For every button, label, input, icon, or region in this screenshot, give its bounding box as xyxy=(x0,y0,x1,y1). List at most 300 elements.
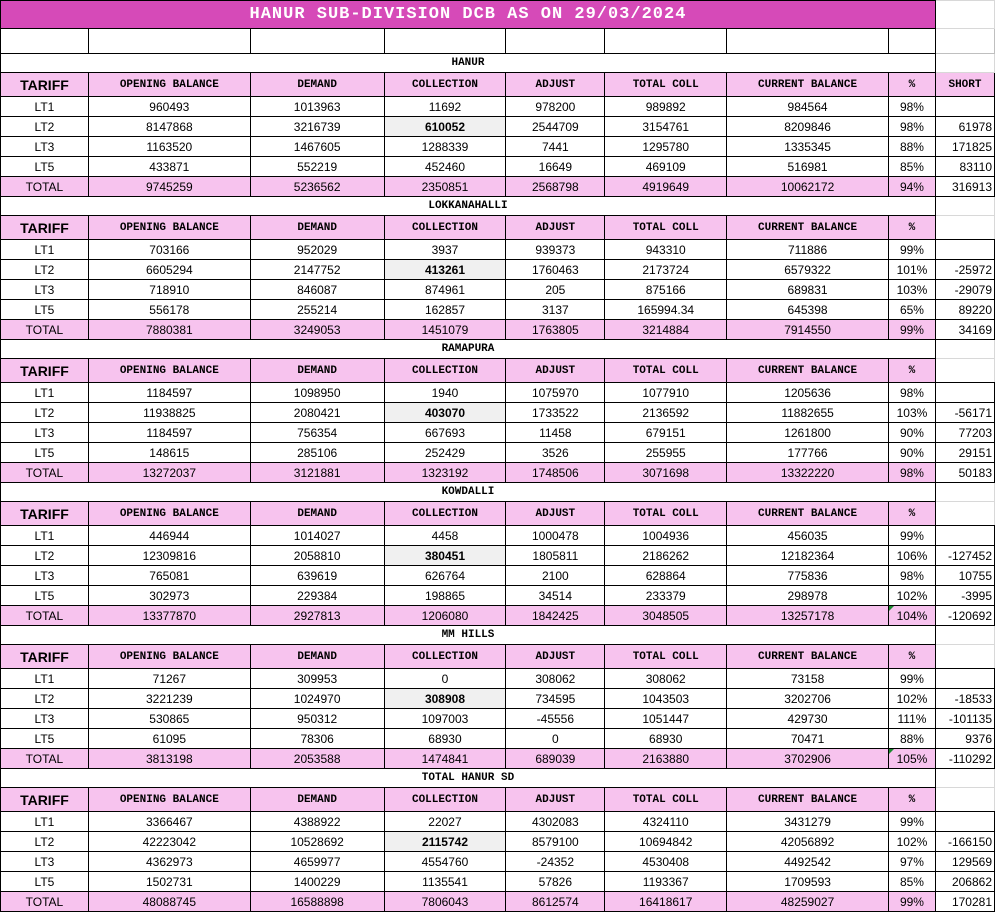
total-row xyxy=(1,320,995,340)
demand-cell: 1013963 xyxy=(250,97,384,117)
collection-cell: 7806043 xyxy=(384,892,506,912)
empty-cell xyxy=(250,29,384,54)
percent-cell: 90% xyxy=(888,443,935,463)
demand-header: DEMAND xyxy=(250,645,384,669)
tariff-cell: TOTAL xyxy=(1,749,89,769)
current-balance-cell: 3202706 xyxy=(727,689,889,709)
collection-cell: 1451079 xyxy=(384,320,506,340)
adjust-cell: 3137 xyxy=(506,300,605,320)
adjust-cell: 11458 xyxy=(506,423,605,443)
total-coll-cell: 255955 xyxy=(605,443,727,463)
percent-cell: 98% xyxy=(888,463,935,483)
percent-cell: 99% xyxy=(888,320,935,340)
table-row xyxy=(1,852,995,872)
collection-cell: 1097003 xyxy=(384,709,506,729)
total-coll-header: TOTAL COLL xyxy=(605,359,727,383)
tariff-cell: LT2 xyxy=(1,832,89,852)
current-balance-cell: 429730 xyxy=(727,709,889,729)
empty-cell xyxy=(384,29,506,54)
percent-cell: 103% xyxy=(888,280,935,300)
short-cell: 61978 xyxy=(935,117,994,137)
tariff-cell: TOTAL xyxy=(1,320,89,340)
empty-cell xyxy=(935,1,994,29)
percent-cell: 98% xyxy=(888,97,935,117)
demand-cell: 846087 xyxy=(250,280,384,300)
opening-balance-cell: 8147868 xyxy=(88,117,250,137)
percent-cell: 111% xyxy=(888,709,935,729)
percent-header: % xyxy=(888,645,935,669)
opening-balance-cell: 13377870 xyxy=(88,606,250,626)
opening-balance-cell: 3813198 xyxy=(88,749,250,769)
adjust-header: ADJUST xyxy=(506,359,605,383)
total-row xyxy=(1,177,995,197)
tariff-cell: TOTAL xyxy=(1,606,89,626)
adjust-cell: 689039 xyxy=(506,749,605,769)
current-balance-cell: 48259027 xyxy=(727,892,889,912)
total-coll-cell: 4324110 xyxy=(605,812,727,832)
collection-cell: 874961 xyxy=(384,280,506,300)
short-header xyxy=(935,359,994,383)
table-row xyxy=(1,586,995,606)
short-cell: 9376 xyxy=(935,729,994,749)
short-cell: 50183 xyxy=(935,463,994,483)
demand-header: DEMAND xyxy=(250,73,384,97)
current-balance-header: CURRENT BALANCE xyxy=(727,216,889,240)
percent-cell: 99% xyxy=(888,669,935,689)
short-cell: 89220 xyxy=(935,300,994,320)
percent-header: % xyxy=(888,359,935,383)
total-coll-cell: 3214884 xyxy=(605,320,727,340)
tariff-cell: LT5 xyxy=(1,872,89,892)
tariff-cell: LT3 xyxy=(1,137,89,157)
tariff-cell: LT2 xyxy=(1,403,89,423)
empty-cell xyxy=(888,29,935,54)
current-balance-header: CURRENT BALANCE xyxy=(727,359,889,383)
current-balance-cell: 711886 xyxy=(727,240,889,260)
empty-cell xyxy=(935,340,994,359)
collection-cell: 667693 xyxy=(384,423,506,443)
tariff-cell: LT1 xyxy=(1,812,89,832)
opening-balance-cell: 1502731 xyxy=(88,872,250,892)
collection-header: COLLECTION xyxy=(384,216,506,240)
opening-balance-cell: 1184597 xyxy=(88,383,250,403)
demand-header: DEMAND xyxy=(250,788,384,812)
table-row xyxy=(1,137,995,157)
tariff-cell: LT2 xyxy=(1,689,89,709)
empty-cell xyxy=(935,54,994,73)
short-cell: -166150 xyxy=(935,832,994,852)
table-row xyxy=(1,280,995,300)
adjust-cell: 1805811 xyxy=(506,546,605,566)
demand-header: DEMAND xyxy=(250,502,384,526)
table-row xyxy=(1,260,995,280)
demand-cell: 2053588 xyxy=(250,749,384,769)
tariff-cell: LT3 xyxy=(1,280,89,300)
total-row xyxy=(1,606,995,626)
demand-cell: 255214 xyxy=(250,300,384,320)
short-cell xyxy=(935,240,994,260)
opening-balance-cell: 9745259 xyxy=(88,177,250,197)
total-coll-header: TOTAL COLL xyxy=(605,216,727,240)
adjust-header: ADJUST xyxy=(506,788,605,812)
total-coll-cell: 308062 xyxy=(605,669,727,689)
short-cell: -18533 xyxy=(935,689,994,709)
percent-cell: 97% xyxy=(888,852,935,872)
current-balance-cell: 775836 xyxy=(727,566,889,586)
total-coll-cell: 1077910 xyxy=(605,383,727,403)
opening-balance-cell: 1163520 xyxy=(88,137,250,157)
opening-balance-cell: 1184597 xyxy=(88,423,250,443)
empty-cell xyxy=(1,29,89,54)
table-row xyxy=(1,403,995,423)
adjust-header: ADJUST xyxy=(506,645,605,669)
adjust-cell: 1763805 xyxy=(506,320,605,340)
current-balance-cell: 1205636 xyxy=(727,383,889,403)
opening-balance-cell: 13272037 xyxy=(88,463,250,483)
current-balance-cell: 1335345 xyxy=(727,137,889,157)
opening-balance-cell: 148615 xyxy=(88,443,250,463)
demand-cell: 3121881 xyxy=(250,463,384,483)
collection-cell: 4554760 xyxy=(384,852,506,872)
collection-cell: 252429 xyxy=(384,443,506,463)
collection-cell: 1940 xyxy=(384,383,506,403)
current-balance-cell: 3431279 xyxy=(727,812,889,832)
percent-cell: 94% xyxy=(888,177,935,197)
adjust-cell: 2544709 xyxy=(506,117,605,137)
opening-balance-header: OPENING BALANCE xyxy=(88,73,250,97)
short-header xyxy=(935,645,994,669)
tariff-cell: LT5 xyxy=(1,300,89,320)
opening-balance-cell: 556178 xyxy=(88,300,250,320)
demand-cell: 229384 xyxy=(250,586,384,606)
tariff-cell: LT5 xyxy=(1,157,89,177)
demand-cell: 16588898 xyxy=(250,892,384,912)
tariff-cell: LT2 xyxy=(1,260,89,280)
percent-header: % xyxy=(888,216,935,240)
empty-cell xyxy=(935,197,994,216)
table-row xyxy=(1,832,995,852)
current-balance-header: CURRENT BALANCE xyxy=(727,645,889,669)
percent-cell: 99% xyxy=(888,240,935,260)
total-coll-cell: 3071698 xyxy=(605,463,727,483)
tariff-cell: LT2 xyxy=(1,117,89,137)
percent-cell: 103% xyxy=(888,403,935,423)
table-row xyxy=(1,117,995,137)
short-cell: -56171 xyxy=(935,403,994,423)
percent-cell: 85% xyxy=(888,157,935,177)
empty-cell xyxy=(727,29,889,54)
collection-header: COLLECTION xyxy=(384,359,506,383)
opening-balance-header: OPENING BALANCE xyxy=(88,359,250,383)
adjust-cell: 34514 xyxy=(506,586,605,606)
opening-balance-cell: 42223042 xyxy=(88,832,250,852)
current-balance-cell: 10062172 xyxy=(727,177,889,197)
tariff-cell: LT1 xyxy=(1,526,89,546)
total-coll-cell: 1051447 xyxy=(605,709,727,729)
adjust-cell: -24352 xyxy=(506,852,605,872)
collection-cell: 403070 xyxy=(384,403,506,423)
current-balance-cell: 984564 xyxy=(727,97,889,117)
collection-cell: 4458 xyxy=(384,526,506,546)
percent-cell: 88% xyxy=(888,729,935,749)
opening-balance-cell: 703166 xyxy=(88,240,250,260)
demand-header: DEMAND xyxy=(250,359,384,383)
total-row xyxy=(1,463,995,483)
empty-cell xyxy=(935,483,994,502)
percent-cell: 98% xyxy=(888,566,935,586)
total-coll-cell: 10694842 xyxy=(605,832,727,852)
current-balance-cell: 13322220 xyxy=(727,463,889,483)
table-row xyxy=(1,566,995,586)
percent-cell: 85% xyxy=(888,872,935,892)
percent-cell: 106% xyxy=(888,546,935,566)
table-row xyxy=(1,669,995,689)
opening-balance-cell: 48088745 xyxy=(88,892,250,912)
short-cell: 29151 xyxy=(935,443,994,463)
table-row xyxy=(1,729,995,749)
percent-cell: 98% xyxy=(888,117,935,137)
short-cell: 170281 xyxy=(935,892,994,912)
adjust-header: ADJUST xyxy=(506,73,605,97)
empty-cell xyxy=(605,29,727,54)
percent-cell: 105% xyxy=(888,749,935,769)
total-coll-cell: 4530408 xyxy=(605,852,727,872)
adjust-cell: 3526 xyxy=(506,443,605,463)
total-coll-cell: 4919649 xyxy=(605,177,727,197)
table-row xyxy=(1,300,995,320)
section-title: TOTAL HANUR SD xyxy=(1,769,936,788)
short-cell: -101135 xyxy=(935,709,994,729)
collection-cell: 1135541 xyxy=(384,872,506,892)
total-coll-cell: 1043503 xyxy=(605,689,727,709)
empty-cell xyxy=(935,626,994,645)
percent-cell: 99% xyxy=(888,526,935,546)
empty-cell xyxy=(935,29,994,54)
collection-cell: 162857 xyxy=(384,300,506,320)
opening-balance-cell: 765081 xyxy=(88,566,250,586)
tariff-header: TARIFF xyxy=(1,788,89,812)
demand-cell: 78306 xyxy=(250,729,384,749)
short-cell xyxy=(935,97,994,117)
collection-cell: 626764 xyxy=(384,566,506,586)
short-header xyxy=(935,216,994,240)
current-balance-cell: 1709593 xyxy=(727,872,889,892)
current-balance-cell: 73158 xyxy=(727,669,889,689)
table-row xyxy=(1,240,995,260)
collection-header: COLLECTION xyxy=(384,502,506,526)
total-coll-cell: 165994.34 xyxy=(605,300,727,320)
total-coll-cell: 68930 xyxy=(605,729,727,749)
table-row xyxy=(1,383,995,403)
current-balance-cell: 1261800 xyxy=(727,423,889,443)
table-row xyxy=(1,423,995,443)
current-balance-cell: 13257178 xyxy=(727,606,889,626)
adjust-cell: 7441 xyxy=(506,137,605,157)
demand-cell: 4388922 xyxy=(250,812,384,832)
short-cell: 316913 xyxy=(935,177,994,197)
total-coll-cell: 3048505 xyxy=(605,606,727,626)
short-cell: -3995 xyxy=(935,586,994,606)
total-coll-cell: 2163880 xyxy=(605,749,727,769)
collection-cell: 308908 xyxy=(384,689,506,709)
short-cell xyxy=(935,669,994,689)
percent-cell: 102% xyxy=(888,586,935,606)
demand-cell: 2058810 xyxy=(250,546,384,566)
tariff-cell: LT3 xyxy=(1,852,89,872)
opening-balance-header: OPENING BALANCE xyxy=(88,645,250,669)
total-coll-cell: 2136592 xyxy=(605,403,727,423)
opening-balance-cell: 446944 xyxy=(88,526,250,546)
short-cell: -29079 xyxy=(935,280,994,300)
short-cell xyxy=(935,526,994,546)
current-balance-cell: 12182364 xyxy=(727,546,889,566)
current-balance-header: CURRENT BALANCE xyxy=(727,73,889,97)
current-balance-cell: 645398 xyxy=(727,300,889,320)
adjust-header: ADJUST xyxy=(506,216,605,240)
opening-balance-cell: 6605294 xyxy=(88,260,250,280)
short-cell: 83110 xyxy=(935,157,994,177)
current-balance-header: CURRENT BALANCE xyxy=(727,502,889,526)
short-cell: -120692 xyxy=(935,606,994,626)
section-title: KOWDALLI xyxy=(1,483,936,502)
adjust-cell: 1760463 xyxy=(506,260,605,280)
percent-cell: 102% xyxy=(888,832,935,852)
collection-header: COLLECTION xyxy=(384,645,506,669)
collection-cell: 68930 xyxy=(384,729,506,749)
adjust-cell: 205 xyxy=(506,280,605,300)
opening-balance-cell: 3221239 xyxy=(88,689,250,709)
short-cell xyxy=(935,812,994,832)
collection-cell: 380451 xyxy=(384,546,506,566)
total-coll-cell: 628864 xyxy=(605,566,727,586)
collection-header: COLLECTION xyxy=(384,788,506,812)
short-cell: 129569 xyxy=(935,852,994,872)
table-row xyxy=(1,546,995,566)
total-coll-header: TOTAL COLL xyxy=(605,788,727,812)
demand-cell: 1014027 xyxy=(250,526,384,546)
opening-balance-cell: 71267 xyxy=(88,669,250,689)
current-balance-cell: 456035 xyxy=(727,526,889,546)
total-row xyxy=(1,749,995,769)
table-row xyxy=(1,709,995,729)
table-row xyxy=(1,526,995,546)
tariff-cell: LT1 xyxy=(1,383,89,403)
opening-balance-cell: 302973 xyxy=(88,586,250,606)
demand-cell: 3216739 xyxy=(250,117,384,137)
demand-cell: 2927813 xyxy=(250,606,384,626)
adjust-cell: 1075970 xyxy=(506,383,605,403)
collection-cell: 452460 xyxy=(384,157,506,177)
section-title: MM HILLS xyxy=(1,626,936,645)
short-cell: 34169 xyxy=(935,320,994,340)
adjust-cell: 0 xyxy=(506,729,605,749)
demand-header: DEMAND xyxy=(250,216,384,240)
adjust-cell: 2100 xyxy=(506,566,605,586)
short-cell: 206862 xyxy=(935,872,994,892)
total-coll-cell: 469109 xyxy=(605,157,727,177)
tariff-cell: LT3 xyxy=(1,709,89,729)
demand-cell: 2147752 xyxy=(250,260,384,280)
current-balance-cell: 7914550 xyxy=(727,320,889,340)
short-cell: -25972 xyxy=(935,260,994,280)
adjust-cell: 8579100 xyxy=(506,832,605,852)
total-coll-cell: 1193367 xyxy=(605,872,727,892)
adjust-header: ADJUST xyxy=(506,502,605,526)
total-coll-header: TOTAL COLL xyxy=(605,502,727,526)
collection-cell: 413261 xyxy=(384,260,506,280)
collection-cell: 2350851 xyxy=(384,177,506,197)
collection-cell: 3937 xyxy=(384,240,506,260)
tariff-cell: LT5 xyxy=(1,443,89,463)
opening-balance-cell: 4362973 xyxy=(88,852,250,872)
tariff-cell: TOTAL xyxy=(1,463,89,483)
demand-cell: 4659977 xyxy=(250,852,384,872)
current-balance-header: CURRENT BALANCE xyxy=(727,788,889,812)
adjust-cell: 1000478 xyxy=(506,526,605,546)
adjust-cell: 939373 xyxy=(506,240,605,260)
opening-balance-cell: 61095 xyxy=(88,729,250,749)
opening-balance-header: OPENING BALANCE xyxy=(88,788,250,812)
collection-cell: 1288339 xyxy=(384,137,506,157)
percent-cell: 88% xyxy=(888,137,935,157)
demand-cell: 3249053 xyxy=(250,320,384,340)
table-row xyxy=(1,689,995,709)
short-header: SHORT xyxy=(935,73,994,97)
tariff-cell: LT3 xyxy=(1,423,89,443)
adjust-cell: 734595 xyxy=(506,689,605,709)
opening-balance-cell: 11938825 xyxy=(88,403,250,423)
tariff-header: TARIFF xyxy=(1,73,89,97)
demand-cell: 756354 xyxy=(250,423,384,443)
current-balance-cell: 4492542 xyxy=(727,852,889,872)
current-balance-cell: 11882655 xyxy=(727,403,889,423)
demand-cell: 1024970 xyxy=(250,689,384,709)
empty-cell xyxy=(935,769,994,788)
demand-cell: 1400229 xyxy=(250,872,384,892)
table-row xyxy=(1,443,995,463)
tariff-cell: LT1 xyxy=(1,97,89,117)
current-balance-cell: 70471 xyxy=(727,729,889,749)
tariff-cell: LT1 xyxy=(1,669,89,689)
sheet-title: HANUR SUB-DIVISION DCB AS ON 29/03/2024 xyxy=(1,1,936,29)
demand-cell: 1467605 xyxy=(250,137,384,157)
demand-cell: 285106 xyxy=(250,443,384,463)
adjust-cell: 4302083 xyxy=(506,812,605,832)
total-coll-cell: 943310 xyxy=(605,240,727,260)
demand-cell: 10528692 xyxy=(250,832,384,852)
section-title: LOKKANAHALLI xyxy=(1,197,936,216)
collection-cell: 198865 xyxy=(384,586,506,606)
current-balance-cell: 8209846 xyxy=(727,117,889,137)
tariff-cell: LT2 xyxy=(1,546,89,566)
collection-header: COLLECTION xyxy=(384,73,506,97)
opening-balance-cell: 718910 xyxy=(88,280,250,300)
collection-cell: 22027 xyxy=(384,812,506,832)
tariff-cell: TOTAL xyxy=(1,892,89,912)
current-balance-cell: 689831 xyxy=(727,280,889,300)
total-coll-cell: 679151 xyxy=(605,423,727,443)
current-balance-cell: 3702906 xyxy=(727,749,889,769)
tariff-cell: LT5 xyxy=(1,586,89,606)
adjust-cell: 308062 xyxy=(506,669,605,689)
opening-balance-cell: 960493 xyxy=(88,97,250,117)
short-cell: -127452 xyxy=(935,546,994,566)
demand-cell: 952029 xyxy=(250,240,384,260)
percent-cell: 104% xyxy=(888,606,935,626)
adjust-cell: 1748506 xyxy=(506,463,605,483)
collection-cell: 1323192 xyxy=(384,463,506,483)
collection-cell: 0 xyxy=(384,669,506,689)
